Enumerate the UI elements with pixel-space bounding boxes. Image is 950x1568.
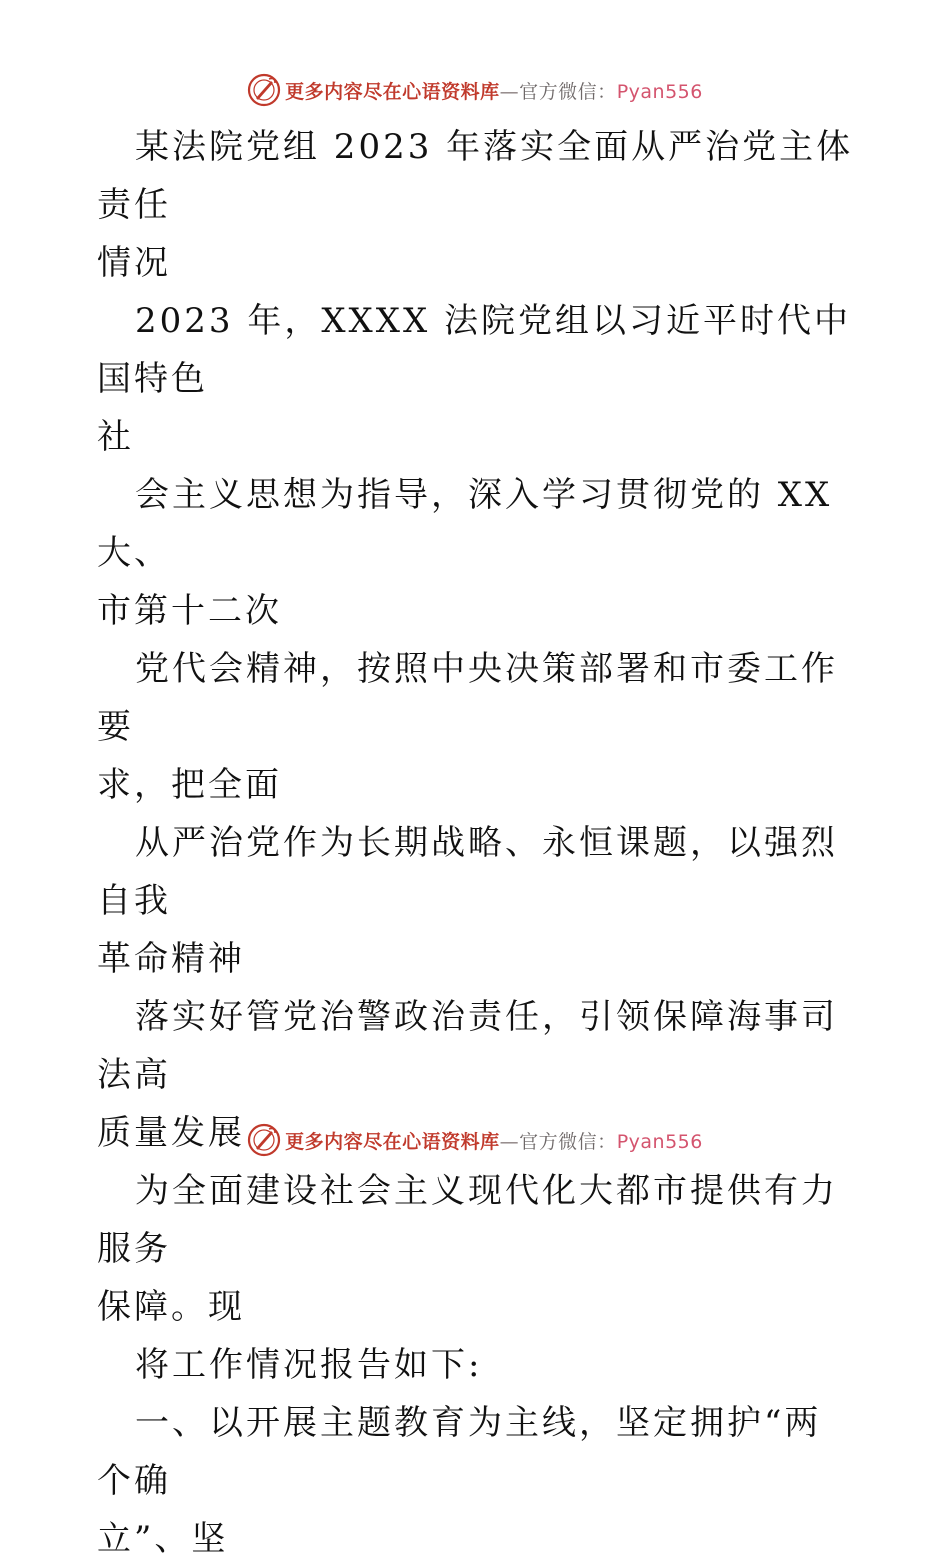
quill-seal-icon — [247, 73, 281, 107]
paragraph: 将工作情况报告如下: — [135, 1345, 483, 1385]
watermark-text: 更多内容尽在心语资料库—官方微信：Pyan556 — [285, 1130, 703, 1153]
paragraph: 会主义思想为指导，深入学习贯彻党的 XX 大、 市第十二次 — [97, 475, 833, 631]
paragraph-title: 某法院党组 2023 年落实全面从严治党主体责任 情况 — [97, 127, 854, 283]
watermark-text: 更多内容尽在心语资料库—官方微信：Pyan556 — [285, 80, 703, 103]
document-body — [97, 118, 857, 1568]
paragraph-section-heading: 一、以开展主题教育为主线，坚定拥护“两个确 立”、坚 — [97, 1403, 822, 1559]
paragraph: 为全面建设社会主义现代化大都市提供有力服务 保障。现 — [97, 1171, 838, 1327]
paragraph: 落实好管党治警政治责任，引领保障海事司法高 质量发展 — [97, 997, 838, 1153]
header-watermark-banner — [0, 68, 950, 112]
paragraph: 党代会精神，按照中央决策部署和市委工作要 求，把全面 — [97, 649, 838, 805]
paragraph: 2023 年，XXXX 法院党组以习近平时代中国特色 社 — [97, 301, 851, 457]
quill-seal-icon — [247, 1123, 281, 1157]
paragraph: 从严治党作为长期战略、永恒课题，以强烈自我 革命精神 — [97, 823, 838, 979]
footer-watermark-banner — [0, 1118, 950, 1162]
